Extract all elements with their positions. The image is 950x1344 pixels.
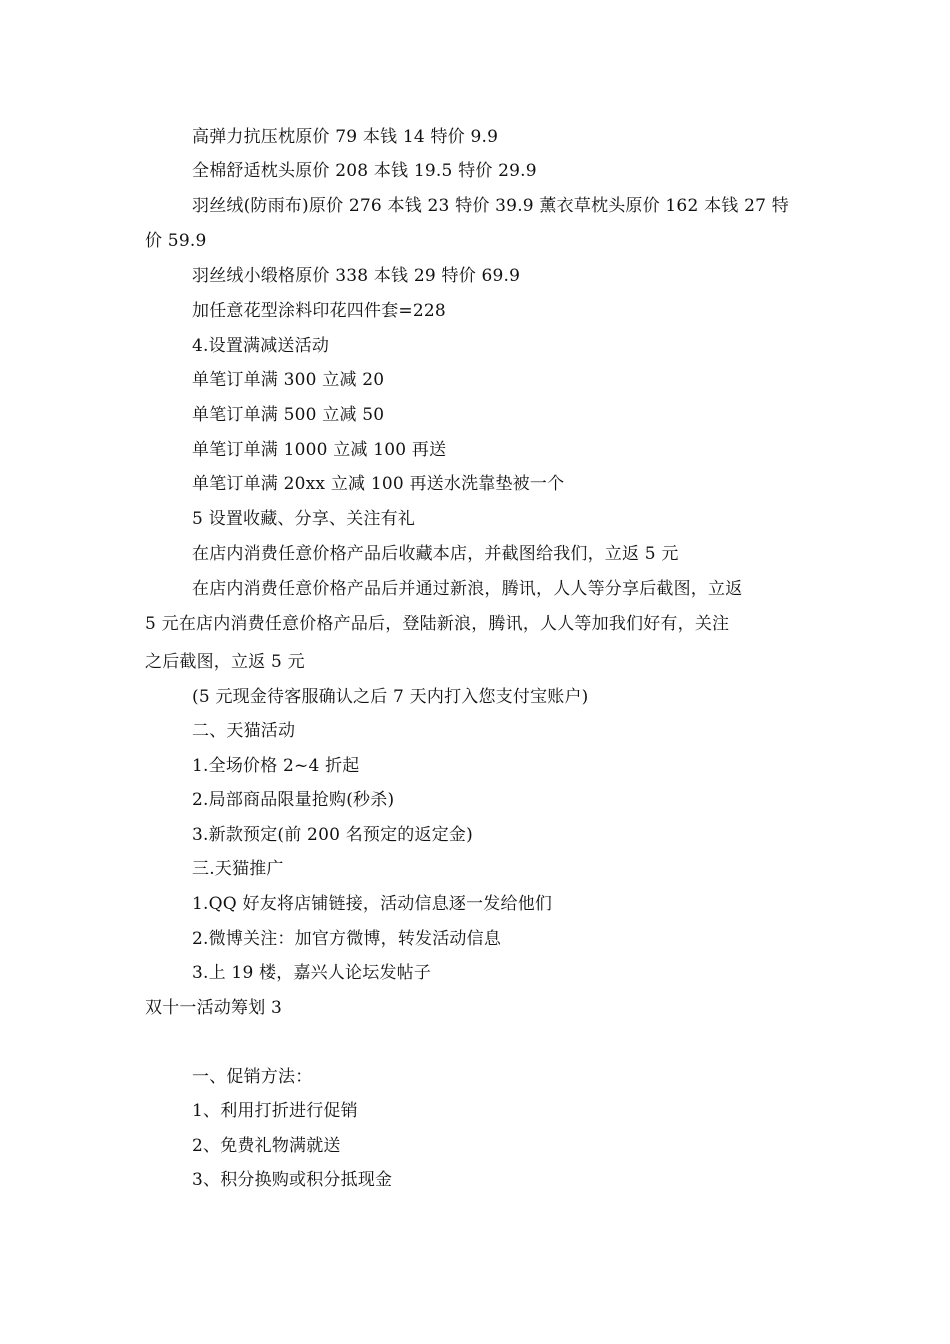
section-heading: 4.设置满减送活动 (192, 336, 330, 356)
text-line: 羽丝绒小缎格原价 338 本钱 29 特价 69.9 (192, 266, 521, 286)
text-line: 2、免费礼物满就送 (192, 1136, 341, 1156)
text-line: 1、利用打折进行促销 (192, 1101, 358, 1121)
text-line: 3、积分换购或积分抵现金 (192, 1170, 393, 1190)
text-line: 全棉舒适枕头原价 208 本钱 19.5 特价 29.9 (192, 161, 537, 181)
text-line: 5 元在店内消费任意价格产品后，登陆新浪，腾讯，人人等加我们好有，关注 (145, 614, 730, 634)
text-line: 单笔订单满 500 立减 50 (192, 405, 385, 425)
section-heading: 一、促销方法： (192, 1067, 313, 1087)
text-line: 高弹力抗压枕原价 79 本钱 14 特价 9.9 (192, 127, 499, 147)
text-line: 单笔订单满 1000 立减 100 再送 (192, 440, 447, 460)
text-line: 在店内消费任意价格产品后并通过新浪，腾讯，人人等分享后截图，立返 (192, 579, 743, 599)
text-line: 单笔订单满 20xx 立减 100 再送水洗靠垫被一个 (192, 474, 565, 494)
text-line: 3.上 19 楼，嘉兴人论坛发帖子 (192, 963, 432, 983)
document-title: 双十一活动筹划 3 (145, 998, 283, 1018)
text-line: 单笔订单满 300 立减 20 (192, 370, 385, 390)
text-line: 1.全场价格 2~4 折起 (192, 756, 360, 776)
text-line: 3.新款预定(前 200 名预定的返定金) (192, 825, 473, 845)
text-line: 2.微博关注：加官方微博，转发活动信息 (192, 929, 502, 949)
text-line: 价 59.9 (145, 231, 207, 251)
text-line: 羽丝绒(防雨布)原价 276 本钱 23 特价 39.9 薰衣草枕头原价 162 本钱 27 特 (192, 196, 789, 216)
text-line: 加任意花型涂料印花四件套=228 (192, 301, 446, 321)
section-heading: 5 设置收藏、分享、关注有礼 (192, 509, 416, 529)
text-line: 1.QQ 好友将店铺链接，活动信息逐一发给他们 (192, 894, 553, 914)
text-line: 2.局部商品限量抢购(秒杀) (192, 790, 395, 810)
text-line: 在店内消费任意价格产品后收藏本店，并截图给我们，立返 5 元 (192, 544, 679, 564)
section-heading: 三.天猫推广 (192, 859, 284, 879)
text-line: (5 元现金待客服确认之后 7 天内打入您支付宝账户) (192, 687, 589, 707)
section-heading: 二、天猫活动 (192, 721, 296, 741)
text-line: 之后截图，立返 5 元 (145, 652, 305, 672)
